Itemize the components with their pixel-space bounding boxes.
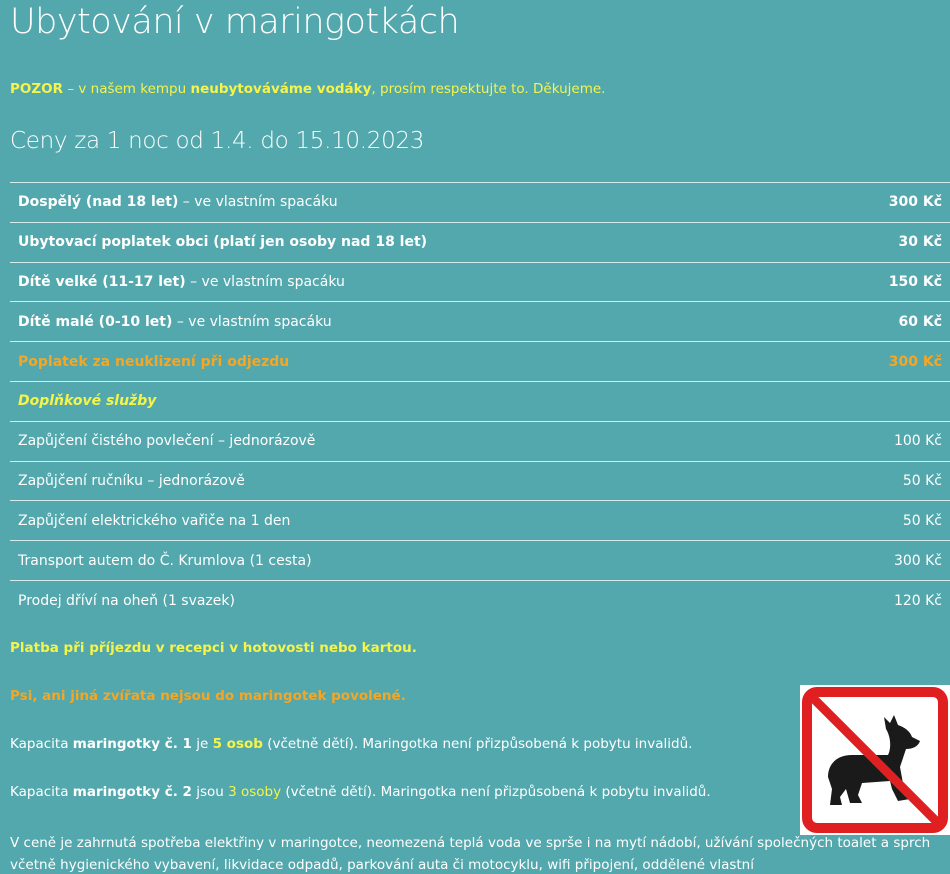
payment-info: Platba při příjezdu v recepci v hotovosti nebo kartou. (10, 640, 417, 656)
row-price: 120 Kč (818, 580, 950, 620)
row-price: 50 Kč (818, 461, 950, 501)
row-price: 30 Kč (818, 222, 950, 262)
row-price: 300 Kč (818, 183, 950, 223)
table-row (10, 262, 950, 302)
row-label: Transport autem do Č. Krumlova (1 cesta) (10, 541, 818, 581)
notice-text-after: , prosím respektujte to. Děkujeme. (371, 81, 606, 97)
table-row-section (10, 381, 950, 421)
row-label: Zapůjčení čistého povlečení – jednorázově (10, 421, 818, 461)
capacity-name: maringotky č. 2 (72, 784, 192, 800)
capacity-pre: Kapacita (10, 784, 73, 800)
row-price: 60 Kč (818, 302, 950, 342)
notice-label: POZOR (10, 81, 64, 97)
capacity-pre: Kapacita (10, 736, 73, 752)
row-label (10, 222, 818, 262)
capacity-1 (10, 736, 692, 752)
row-label: Zapůjčení elektrického vařiče na 1 den (10, 501, 818, 541)
row-label-bold: Dospělý (nad 18 let) (18, 194, 179, 211)
row-label: Prodej dříví na oheň (1 svazek) (10, 580, 818, 620)
no-dogs-icon (800, 685, 950, 835)
row-label (10, 262, 818, 302)
section-label: Doplňkové služby (10, 381, 818, 421)
capacity-mid: jsou (191, 784, 229, 800)
capacity-post: (včetně dětí). Maringotka není přizpůsobená k pobytu invalidů. (281, 784, 711, 800)
row-label-bold: Dítě velké (11-17 let) (18, 273, 186, 290)
price-heading: Ceny za 1 noc od 1.4. do 15.10.2023 (10, 128, 425, 154)
table-row (10, 580, 950, 620)
row-price: 300 Kč (818, 541, 950, 581)
table-row (10, 302, 950, 342)
row-label-rest: – ve vlastním spacáku (172, 313, 332, 330)
included-info: V ceně je zahrnutá spotřeba elektřiny v maringotce, neomezená teplá voda ve sprše i na mytí nádobí, užívání společných toalet a sprch včetně hygienického vybavení, likvidace odpadů, parkování auta či motocyklu, wifi připojení, oddělené vlastní (10, 835, 931, 873)
section-empty (818, 381, 950, 421)
capacity-post: (včetně dětí). Maringotka není přizpůsobená k pobytu invalidů. (262, 736, 693, 752)
row-label-rest: – ve vlastním spacáku (178, 194, 338, 211)
row-price: 50 Kč (818, 501, 950, 541)
notice-highlight: neubytováváme vodáky (190, 81, 372, 97)
row-label: Zapůjčení ručníku – jednorázově (10, 461, 818, 501)
table-row (10, 421, 950, 461)
page-title: Ubytování v maringotkách (10, 2, 460, 42)
no-dogs-sign (800, 685, 950, 835)
table-row-fee (10, 342, 950, 382)
row-price: 150 Kč (818, 262, 950, 302)
pets-info: Psi, ani jiná zvířata nejsou do maringotek povolené. (10, 688, 406, 704)
table-row (10, 501, 950, 541)
row-label-bold: Ubytovací poplatek obci (platí jen osoby nad 18 let) (18, 234, 428, 251)
capacity-name: maringotky č. 1 (72, 736, 192, 752)
capacity-count: 5 osob (212, 736, 263, 752)
fee-price: 300 Kč (818, 342, 950, 382)
table-row (10, 183, 950, 223)
capacity-count: 3 osoby (228, 784, 282, 800)
row-price: 100 Kč (818, 421, 950, 461)
table-row (10, 461, 950, 501)
fee-label: Poplatek za neuklizení při odjezdu (10, 342, 818, 382)
row-label (10, 183, 818, 223)
notice-text-before: – v našem kempu (63, 81, 191, 97)
price-table (10, 182, 950, 620)
capacity-mid: je (191, 736, 213, 752)
notice (10, 81, 605, 97)
table-row (10, 541, 950, 581)
capacity-2 (10, 784, 711, 800)
row-label-rest: – ve vlastním spacáku (185, 273, 345, 290)
row-label-bold: Dítě malé (0-10 let) (18, 313, 173, 330)
table-row (10, 222, 950, 262)
row-label (10, 302, 818, 342)
